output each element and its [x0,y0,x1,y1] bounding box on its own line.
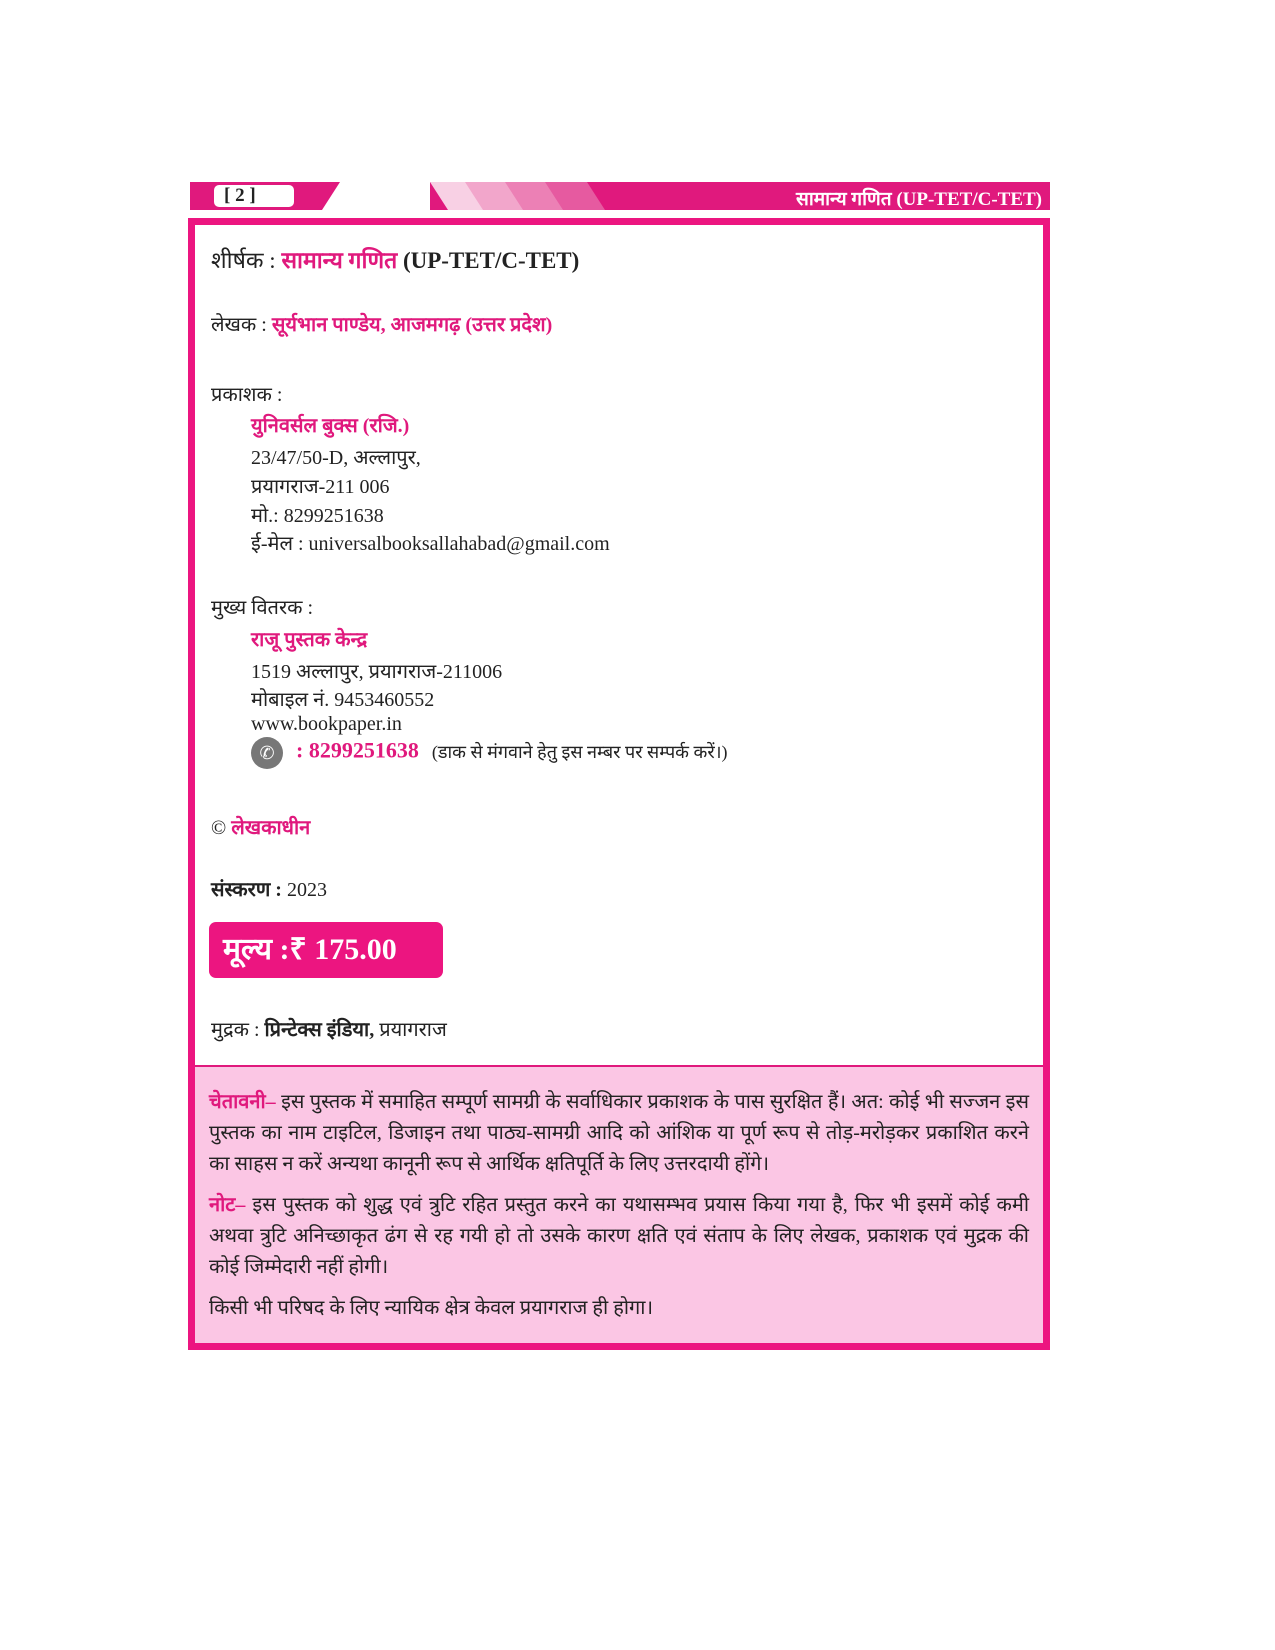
distributor-address: 1519 अल्लापुर, प्रयागराज-211006 [251,661,503,683]
distributor-website: www.bookpaper.in [251,713,402,735]
distributor-label: मुख्य वितरक : [211,597,314,619]
author-label: लेखक : [211,314,267,336]
author-line [211,310,552,337]
edition-year: 2023 [286,879,327,901]
publisher-address: 23/47/50-D, अल्लापुर, [251,447,421,469]
edition-label: संस्करण : [211,879,282,901]
disclaimer-section [195,1065,1043,1343]
warning-text: इस पुस्तक में समाहित सम्पूर्ण सामग्री के सर्वाधिकार प्रकाशक के पास सुरक्षित हैं। अत: कोई भी सज्जन इस पुस्तक का नाम टाइटिल, डिजाइन तथा पाठ्य-सामग्री आदि को आंशिक या पूर्ण रूप से तोड़-मरोड़कर प्रकाशित करने का साहस न करें अन्यथा कानूनी रूप से आर्थिक क्षतिपूर्ति के लिए उत्तरदायी होंगे। [209,1091,1030,1175]
title-line [211,243,579,275]
publisher-name: युनिवर्सल बुक्स (रजि.) [251,415,410,437]
whatsapp-phone-icon: ✆ [251,737,283,769]
distributor-name: राजू पुस्तक केन्द्र [251,629,368,651]
printer-line [211,1015,447,1042]
warning-label: चेतावनी– [209,1091,276,1113]
edition-line [211,875,327,902]
note-label: नोट– [209,1194,246,1216]
note-text: इस पुस्तक को शुद्ध एवं त्रुटि रहित प्रस्तुत करने का यथासम्भव प्रयास किया गया है, फिर भी इसमें कोई कमी अथवा त्रुटि अनिच्छाकृत ढंग से रह गयी हो तो उसके कारण क्षति एवं संताप के लिए लेखक, प्रकाशक एवं मुद्रक की कोई जिम्मेदारी नहीं होगी। [209,1194,1029,1278]
title-label: शीर्षक : [211,248,276,273]
jurisdiction-text: किसी भी परिषद के लिए न्यायिक क्षेत्र केवल प्रयागराज ही होगा। [209,1297,654,1319]
publisher-email: ई-मेल : universalbooksallahabad@gmail.com [251,533,610,555]
note-paragraph [209,1190,1029,1283]
whatsapp-note: (डाक से मंगवाने हेतु इस नम्बर पर सम्पर्क करें।) [431,741,728,762]
title-suffix: (UP-TET/C-TET) [402,248,580,273]
copyright-line [211,813,310,840]
whatsapp-number: : 8299251638 [296,737,419,763]
author-place: आजमगढ़ (उत्तर प्रदेश) [390,314,553,336]
publisher-mobile: मो.: 8299251638 [251,505,384,527]
page-header [190,182,1050,210]
copyright-text: लेखकाधीन [231,817,311,839]
book-title: सामान्य गणित [281,248,398,273]
page-number: [ 2 ] [214,185,294,207]
whatsapp-line [251,737,728,769]
price-badge: मूल्य :₹ 175.00 [209,922,443,978]
distributor-mobile: मोबाइल नं. 9453460552 [251,689,435,711]
publisher-label: प्रकाशक : [211,384,283,406]
copyright-icon: © [211,817,227,839]
printer-place: प्रयागराज [379,1019,447,1041]
header-book-title: सामान्य गणित (UP-TET/C-TET) [795,189,1042,210]
printer-name: प्रिन्टेक्स इंडिया, [264,1019,375,1041]
author-name: सूर्यभान पाण्डेय, [271,314,386,336]
imprint-box [188,218,1050,1350]
publisher-city: प्रयागराज-211 006 [251,476,390,498]
printer-label: मुद्रक : [211,1019,260,1041]
warning-paragraph [209,1087,1029,1180]
